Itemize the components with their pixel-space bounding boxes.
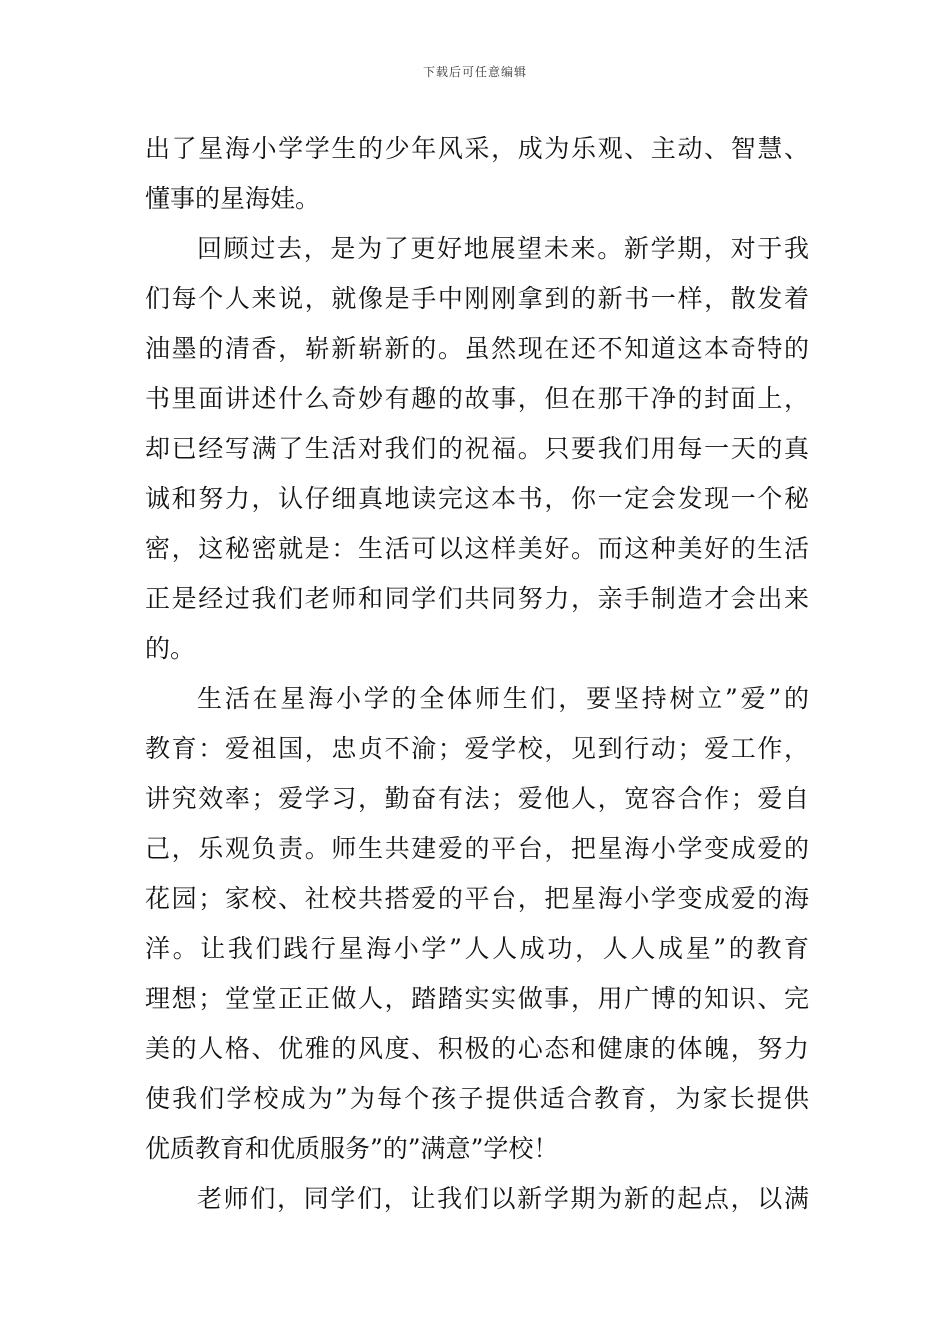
text-line: 却已经写满了生活对我们的祝福。只要我们用每一天的真 — [145, 434, 809, 463]
text-line: 讲究效率；爱学习，勤奋有法；爱他人，宽容合作；爱自 — [145, 784, 809, 813]
text-line: 使我们学校成为”为每个孩子提供适合教育，为家长提供 — [145, 1084, 809, 1113]
text-line: 优质教育和优质服务”的”满意”学校！ — [145, 1134, 559, 1163]
text-line: 洋。让我们践行星海小学”人人成功，人人成星”的教育 — [145, 934, 809, 963]
text-line: 花园；家校、社校共搭爱的平台，把星海小学变成爱的海 — [145, 884, 809, 913]
text-line: 密，这秘密就是：生活可以这样美好。而这种美好的生活 — [145, 534, 809, 563]
text-line: 诚和努力，认仔细真地读完这本书，你一定会发现一个秘 — [145, 484, 809, 513]
text-line: 己，乐观负责。师生共建爱的平台，把星海小学变成爱的 — [145, 834, 809, 863]
text-line: 出了星海小学学生的少年风采，成为乐观、主动、智慧、 — [145, 134, 809, 163]
document-body — [145, 124, 809, 1224]
text-line: 教育：爱祖国，忠贞不渝；爱学校，见到行动；爱工作， — [145, 734, 809, 763]
page-header: 下载后可任意编辑 — [422, 65, 527, 79]
text-line: 的。 — [145, 634, 196, 663]
text-line: 书里面讲述什么奇妙有趣的故事，但在那干净的封面上， — [145, 384, 809, 413]
text-line: 理想；堂堂正正做人，踏踏实实做事，用广博的知识、完 — [145, 984, 809, 1013]
text-line: 正是经过我们老师和同学们共同努力，亲手制造才会出来 — [145, 584, 809, 613]
text-line: 老师们，同学们，让我们以新学期为新的起点，以满 — [197, 1184, 809, 1213]
text-line: 美的人格、优雅的风度、积极的心态和健康的体魄，努力 — [145, 1034, 809, 1063]
text-line: 回顾过去，是为了更好地展望未来。新学期，对于我 — [197, 234, 809, 263]
text-line: 们每个人来说，就像是手中刚刚拿到的新书一样，散发着 — [145, 284, 809, 313]
text-line: 懂事的星海娃。 — [145, 184, 321, 213]
text-line: 生活在星海小学的全体师生们，要坚持树立”爱”的 — [197, 684, 809, 713]
text-line: 油墨的清香，崭新崭新的。虽然现在还不知道这本奇特的 — [145, 334, 809, 363]
